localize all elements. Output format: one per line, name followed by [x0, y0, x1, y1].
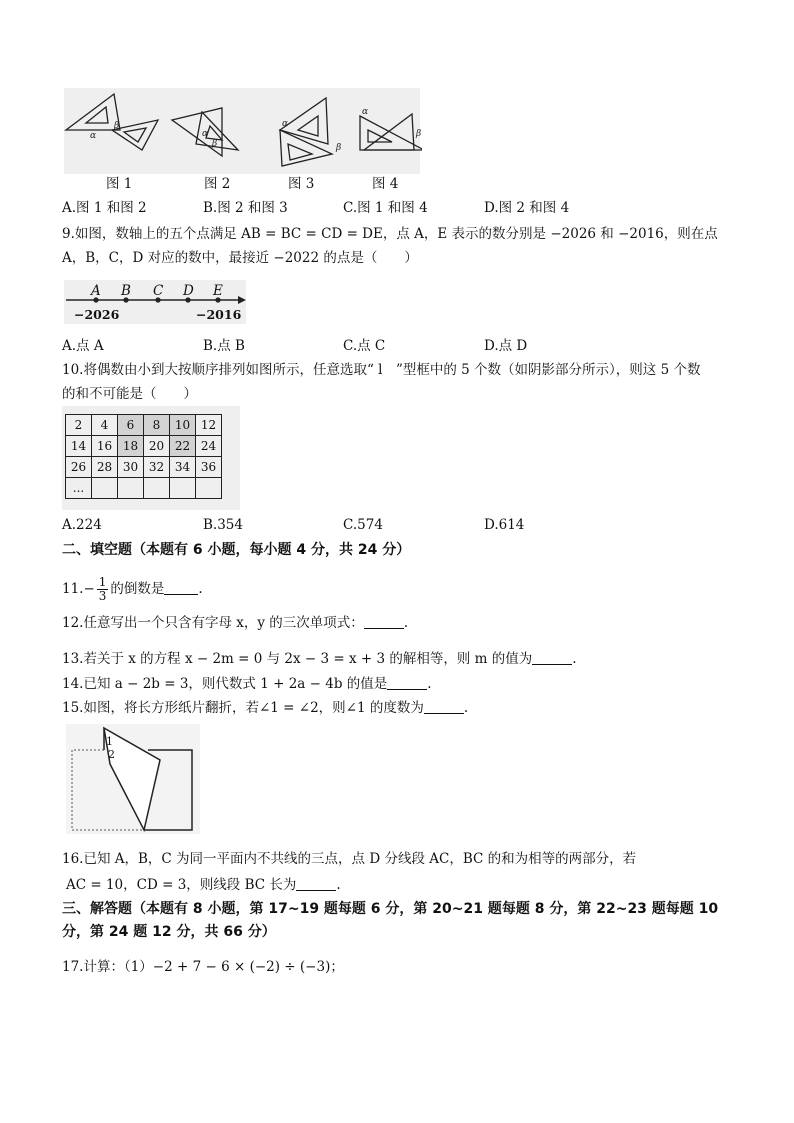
- fig3-set-squares: [280, 98, 341, 166]
- q9-option-c[interactable]: C.点 C: [343, 338, 386, 354]
- point-e-label: E: [213, 283, 223, 299]
- fig4-label: 图 4: [372, 176, 399, 192]
- grid-cell-shaded: 8: [144, 415, 170, 436]
- grid-cell: [144, 478, 170, 499]
- q9-option-b[interactable]: B.点 B: [203, 338, 245, 354]
- q8-figures: [62, 86, 422, 176]
- point-c-label: C: [153, 283, 164, 299]
- q12-text: 12.任意写出一个只含有字母 x，y 的三次单项式：: [62, 615, 364, 631]
- fig2-label: 图 2: [204, 176, 231, 192]
- q15: [62, 699, 468, 717]
- q8-option-a[interactable]: A.图 1 和图 2: [62, 200, 147, 216]
- fig1-set-squares: [66, 94, 158, 150]
- grid-cell: 34: [170, 457, 196, 478]
- q11: [62, 576, 203, 603]
- fig3-label: 图 3: [288, 176, 315, 192]
- svg-text:β: β: [212, 139, 218, 149]
- q15-text: 15.如图，将长方形纸片翻折，若∠1 = ∠2，则∠1 的度数为: [62, 700, 424, 716]
- section2-title: 二、填空题（本题有 6 小题，每小题 4 分，共 24 分）: [62, 542, 411, 558]
- q13-text: 13.若关于 x 的方程 x − 2m = 0 与 2x − 3 = x + 3 的解相等，则 m 的值为: [62, 651, 533, 667]
- grid-cell: 20: [144, 436, 170, 457]
- q16-end: .: [336, 877, 341, 893]
- q10-option-a[interactable]: A.224: [62, 517, 102, 533]
- point-e-value: −2016: [196, 307, 242, 322]
- grid-cell: 4: [92, 415, 118, 436]
- svg-text:β: β: [416, 129, 422, 139]
- grid-cell: ...: [66, 478, 92, 499]
- q11-numerator: 1: [98, 575, 107, 589]
- point-a-label: A: [91, 283, 101, 299]
- fig2-set-squares: [172, 108, 238, 156]
- q14-text: 14.已知 a − 2b = 3，则代数式 1 + 2a − 4b 的值是: [62, 676, 388, 692]
- svg-text:α: α: [202, 129, 209, 139]
- grid-cell: 28: [92, 457, 118, 478]
- q15-end: .: [463, 700, 469, 716]
- q10-stem-line1: 10.将偶数由小到大按顺序排列如图所示，任意选取“ l ”型框中的 5 个数（如阴影部分所示），则这 5 个数: [62, 362, 701, 378]
- q8-option-b[interactable]: B.图 2 和图 3: [203, 200, 288, 216]
- q12-end: .: [403, 615, 409, 631]
- q16-line2: [66, 876, 341, 894]
- q9-stem-line1: 9.如图，数轴上的五个点满足 AB = BC = CD = DE，点 A，E 表示的数分别是 −2026 和 −2016，则在点: [62, 226, 718, 242]
- q12-answer-blank[interactable]: [364, 614, 404, 629]
- q13-answer-blank[interactable]: [532, 650, 572, 665]
- grid-cell-shaded: 18: [118, 436, 144, 457]
- q8-option-c[interactable]: C.图 1 和图 4: [343, 200, 428, 216]
- point-d-label: D: [183, 283, 194, 299]
- svg-text:α: α: [90, 131, 97, 141]
- even-number-grid: [65, 414, 222, 499]
- fig4-set-squares: [360, 107, 422, 150]
- q11-denominator: 3: [98, 589, 107, 603]
- grid-cell: 24: [196, 436, 222, 457]
- q13-end: .: [572, 651, 577, 667]
- q10-stem-line2: 的和不可能是（ ）: [62, 386, 197, 402]
- q14-answer-blank[interactable]: [387, 675, 427, 690]
- q17: 17.计算：（1）−2 + 7 − 6 × (−2) ÷ (−3)；: [62, 959, 344, 975]
- grid-cell: 2: [66, 415, 92, 436]
- q16-line1: 16.已知 A，B，C 为同一平面内不共线的三点，点 D 分线段 AC，BC 的和为相等的两部分，若: [62, 851, 637, 867]
- grid-cell-shaded: 10: [170, 415, 196, 436]
- q10-option-d[interactable]: D.614: [484, 517, 525, 533]
- q15-answer-blank[interactable]: [424, 699, 464, 714]
- svg-text:α: α: [282, 119, 289, 129]
- point-b-label: B: [121, 283, 131, 299]
- q14-end: .: [427, 676, 432, 692]
- grid-cell: 36: [196, 457, 222, 478]
- q11-suffix: 的倒数是: [110, 581, 165, 597]
- q16-text: AC = 10，CD = 3，则线段 BC 长为: [66, 877, 297, 893]
- grid-cell: 32: [144, 457, 170, 478]
- grid-cell-shaded: 22: [170, 436, 196, 457]
- grid-cell: 30: [118, 457, 144, 478]
- q10-option-b[interactable]: B.354: [203, 517, 243, 533]
- q9-stem-line2: A，B，C，D 对应的数中，最接近 −2022 的点是（ ）: [62, 250, 418, 266]
- section3-title-line1: 三、解答题（本题有 8 小题，第 17~19 题每题 6 分，第 20~21 题每题 8 分，第 22~23 题每题 10: [62, 901, 719, 917]
- svg-text:β: β: [336, 143, 342, 153]
- grid-cell-shaded: 6: [118, 415, 144, 436]
- angle-2-label: 2: [108, 748, 115, 761]
- grid-cell: [92, 478, 118, 499]
- fig1-label: 图 1: [106, 176, 133, 192]
- q13: [62, 650, 577, 668]
- q9-option-a[interactable]: A.点 A: [62, 338, 104, 354]
- svg-text:β: β: [114, 121, 120, 131]
- grid-cell: 26: [66, 457, 92, 478]
- grid-cell: 12: [196, 415, 222, 436]
- grid-cell: [118, 478, 144, 499]
- grid-cell: [196, 478, 222, 499]
- q12: [62, 614, 408, 632]
- grid-cell: [170, 478, 196, 499]
- q11-prefix: 11.−: [62, 581, 95, 597]
- q11-end: .: [198, 581, 203, 597]
- section3-title-line2: 分，第 24 题 12 分，共 66 分）: [62, 924, 276, 940]
- point-a-value: −2026: [74, 307, 120, 322]
- angle-1-label: 1: [106, 735, 113, 748]
- folded-rectangle-figure: [64, 722, 204, 836]
- q11-answer-blank[interactable]: [164, 580, 198, 595]
- grid-cell: 14: [66, 436, 92, 457]
- grid-cell: 16: [92, 436, 118, 457]
- q14: [62, 675, 432, 693]
- q8-option-d[interactable]: D.图 2 和图 4: [484, 200, 570, 216]
- q10-option-c[interactable]: C.574: [343, 517, 383, 533]
- q16-answer-blank[interactable]: [296, 876, 336, 891]
- q11-fraction: [97, 576, 109, 603]
- svg-text:α: α: [362, 107, 369, 117]
- q9-option-d[interactable]: D.点 D: [484, 338, 528, 354]
